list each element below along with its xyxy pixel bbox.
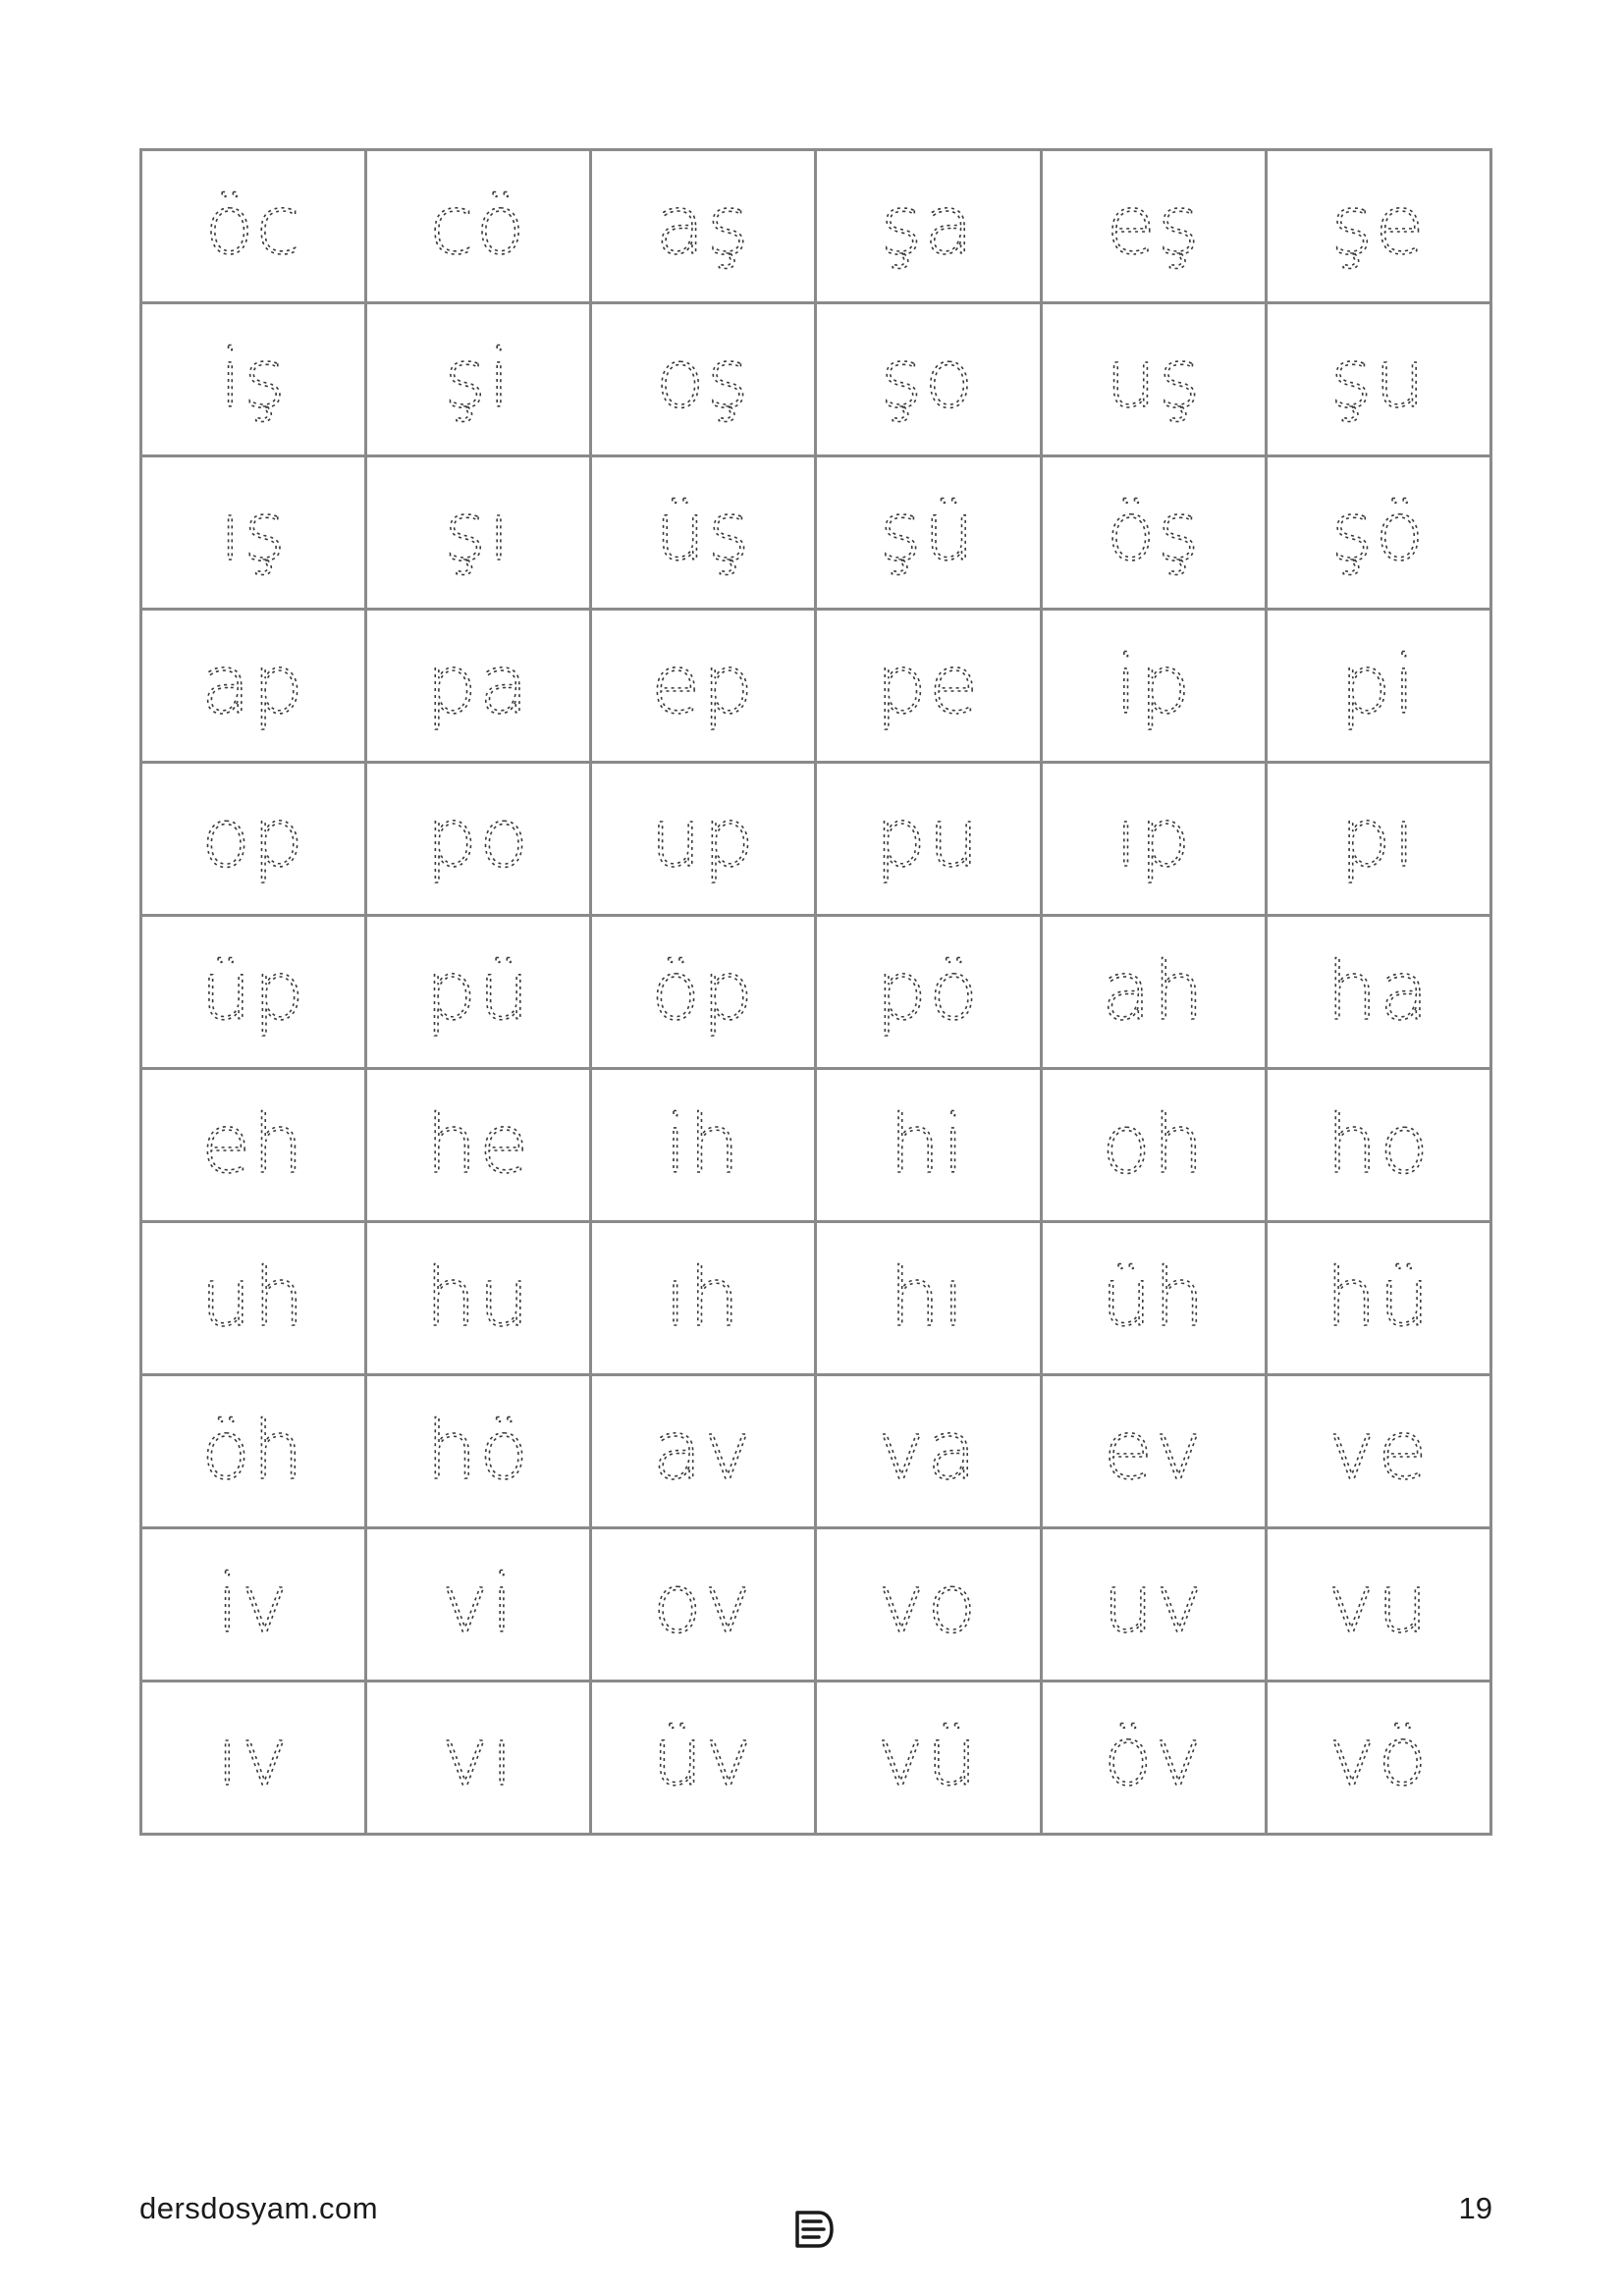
syllable-text: iş: [219, 333, 288, 426]
syllable-text: iv: [216, 1558, 291, 1651]
syllable-text: vö: [1327, 1711, 1430, 1804]
syllable-text: vü: [877, 1711, 980, 1804]
syllable-tracing-glyph: [817, 304, 1039, 454]
syllable-text: şi: [444, 333, 513, 426]
syllable-text: ıh: [665, 1252, 742, 1345]
syllable-text: üh: [1100, 1252, 1207, 1345]
syllable-text: ah: [1101, 945, 1206, 1039]
syllable-tracing-grid: [139, 148, 1492, 1836]
syllable-text: öş: [1106, 486, 1202, 579]
syllable-cell: [1041, 763, 1266, 916]
syllable-text: eş: [1106, 180, 1202, 273]
syllable-tracing-glyph: [142, 1376, 364, 1526]
syllable-text: öc: [204, 180, 302, 273]
syllable-tracing-glyph: [1043, 1223, 1265, 1373]
syllable-text: şö: [1330, 486, 1427, 579]
syllable-text: up: [650, 792, 757, 885]
page-number: 19: [1458, 2191, 1492, 2225]
syllable-cell: [1041, 456, 1266, 610]
syllable-cell: [141, 150, 366, 303]
syllable-tracing-glyph: [1043, 151, 1265, 301]
syllable-cell: [366, 610, 591, 763]
syllable-cell: [1266, 150, 1490, 303]
syllable-text: pı: [1339, 792, 1418, 885]
syllable-cell: [141, 763, 366, 916]
syllable-tracing-glyph: [1268, 1376, 1489, 1526]
syllable-cell: [1266, 1528, 1490, 1682]
syllable-tracing-glyph: [367, 1529, 589, 1680]
grid-row: [141, 1375, 1491, 1528]
syllable-tracing-glyph: [1043, 764, 1265, 914]
syllable-cell: [1041, 303, 1266, 456]
syllable-text: vi: [441, 1558, 515, 1651]
syllable-tracing-glyph: [592, 457, 814, 608]
grid-row: [141, 303, 1491, 456]
syllable-text: pe: [876, 639, 981, 732]
syllable-text: he: [426, 1098, 531, 1192]
syllable-tracing-glyph: [1043, 917, 1265, 1067]
syllable-tracing-glyph: [817, 1070, 1039, 1220]
syllable-text: eh: [200, 1098, 306, 1192]
syllable-cell: [366, 1069, 591, 1222]
syllable-tracing-glyph: [142, 917, 364, 1067]
syllable-cell: [1266, 763, 1490, 916]
syllable-text: va: [878, 1405, 979, 1498]
syllable-tracing-glyph: [592, 1376, 814, 1526]
syllable-text: öp: [651, 945, 756, 1039]
grid-row: [141, 1528, 1491, 1682]
syllable-text: po: [426, 792, 531, 885]
syllable-text: ev: [1103, 1405, 1205, 1498]
syllable-tracing-glyph: [367, 764, 589, 914]
syllable-cell: [1041, 150, 1266, 303]
syllable-text: üş: [655, 486, 752, 579]
syllable-tracing-glyph: [367, 304, 589, 454]
syllable-tracing-glyph: [367, 1070, 589, 1220]
syllable-cell: [1266, 303, 1490, 456]
syllable-tracing-glyph: [1268, 1223, 1489, 1373]
syllable-cell: [591, 916, 816, 1069]
syllable-tracing-glyph: [1268, 304, 1489, 454]
syllable-tracing-glyph: [817, 1529, 1039, 1680]
syllable-tracing-glyph: [817, 1223, 1039, 1373]
syllable-text: uş: [1105, 333, 1203, 426]
syllable-cell: [1041, 1682, 1266, 1835]
syllable-cell: [591, 456, 816, 610]
syllable-tracing-glyph: [367, 611, 589, 761]
syllable-tracing-glyph: [817, 611, 1039, 761]
syllable-cell: [366, 1222, 591, 1375]
syllable-cell: [1266, 1375, 1490, 1528]
syllable-text: av: [653, 1405, 754, 1498]
syllable-cell: [591, 1222, 816, 1375]
syllable-tracing-glyph: [1043, 1682, 1265, 1833]
syllable-tracing-glyph: [817, 764, 1039, 914]
syllable-cell: [816, 610, 1041, 763]
syllable-cell: [816, 1528, 1041, 1682]
syllable-text: op: [200, 792, 306, 885]
syllable-tracing-glyph: [1268, 764, 1489, 914]
syllable-cell: [1266, 916, 1490, 1069]
syllable-tracing-glyph: [817, 1682, 1039, 1833]
syllable-cell: [591, 150, 816, 303]
syllable-tracing-glyph: [1268, 1682, 1489, 1833]
syllable-cell: [141, 1222, 366, 1375]
grid-row: [141, 1682, 1491, 1835]
syllable-tracing-glyph: [142, 764, 364, 914]
syllable-text: hö: [426, 1405, 531, 1498]
syllable-text: ıv: [216, 1711, 291, 1804]
syllable-text: şa: [881, 180, 977, 273]
syllable-tracing-glyph: [1043, 1376, 1265, 1526]
syllable-tracing-glyph: [592, 1223, 814, 1373]
syllable-cell: [141, 916, 366, 1069]
syllable-text: hü: [1325, 1252, 1432, 1345]
syllable-cell: [141, 456, 366, 610]
syllable-tracing-glyph: [817, 457, 1039, 608]
syllable-cell: [591, 303, 816, 456]
syllable-cell: [366, 456, 591, 610]
syllable-cell: [816, 456, 1041, 610]
syllable-text: ho: [1326, 1098, 1431, 1192]
syllable-text: üp: [200, 945, 307, 1039]
grid-row: [141, 1069, 1491, 1222]
grid-row: [141, 610, 1491, 763]
grid-row: [141, 150, 1491, 303]
syllable-text: uv: [1102, 1558, 1205, 1651]
grid-body: [141, 150, 1491, 1835]
syllable-cell: [141, 1375, 366, 1528]
syllable-cell: [816, 1222, 1041, 1375]
syllable-text: uh: [200, 1252, 307, 1345]
syllable-tracing-glyph: [1268, 1529, 1489, 1680]
syllable-cell: [816, 303, 1041, 456]
syllable-text: hu: [425, 1252, 532, 1345]
syllable-text: şe: [1330, 180, 1427, 273]
syllable-cell: [141, 610, 366, 763]
syllable-text: şı: [444, 486, 513, 579]
syllable-tracing-glyph: [817, 917, 1039, 1067]
syllable-cell: [591, 610, 816, 763]
syllable-tracing-glyph: [592, 151, 814, 301]
syllable-text: ıp: [1114, 792, 1193, 885]
syllable-text: hi: [890, 1098, 967, 1192]
syllable-tracing-glyph: [142, 1223, 364, 1373]
syllable-text: ve: [1327, 1405, 1430, 1498]
syllable-tracing-glyph: [142, 1682, 364, 1833]
syllable-cell: [366, 1528, 591, 1682]
syllable-cell: [1041, 1222, 1266, 1375]
syllable-text: hı: [890, 1252, 967, 1345]
syllable-text: ha: [1326, 945, 1432, 1039]
syllable-cell: [366, 1375, 591, 1528]
syllable-cell: [1041, 610, 1266, 763]
syllable-tracing-glyph: [1043, 457, 1265, 608]
syllable-cell: [1041, 916, 1266, 1069]
syllable-tracing-glyph: [592, 304, 814, 454]
syllable-tracing-glyph: [367, 1376, 589, 1526]
syllable-tracing-glyph: [142, 1070, 364, 1220]
syllable-tracing-glyph: [817, 151, 1039, 301]
syllable-tracing-glyph: [142, 304, 364, 454]
syllable-cell: [1041, 1069, 1266, 1222]
syllable-text: pu: [875, 792, 982, 885]
syllable-text: üv: [652, 1711, 755, 1804]
syllable-cell: [591, 1682, 816, 1835]
syllable-cell: [1041, 1375, 1266, 1528]
syllable-tracing-glyph: [367, 917, 589, 1067]
syllable-text: vo: [878, 1558, 979, 1651]
syllable-text: şu: [1329, 333, 1428, 426]
syllable-cell: [816, 763, 1041, 916]
syllable-text: şü: [880, 486, 977, 579]
syllable-text: oh: [1101, 1098, 1206, 1192]
syllable-text: öh: [201, 1405, 306, 1498]
syllable-tracing-glyph: [1268, 917, 1489, 1067]
syllable-cell: [366, 150, 591, 303]
syllable-text: cö: [429, 180, 527, 273]
syllable-tracing-glyph: [1268, 1070, 1489, 1220]
syllable-tracing-glyph: [592, 1529, 814, 1680]
syllable-text: öv: [1103, 1711, 1205, 1804]
syllable-cell: [366, 1682, 591, 1835]
syllable-tracing-glyph: [1268, 151, 1489, 301]
syllable-cell: [1266, 610, 1490, 763]
syllable-text: pa: [426, 639, 531, 732]
syllable-text: şo: [881, 333, 976, 426]
syllable-tracing-glyph: [142, 611, 364, 761]
syllable-cell: [366, 916, 591, 1069]
syllable-tracing-glyph: [592, 611, 814, 761]
syllable-cell: [816, 1682, 1041, 1835]
syllable-tracing-glyph: [592, 764, 814, 914]
syllable-tracing-glyph: [367, 1682, 589, 1833]
syllable-cell: [816, 150, 1041, 303]
syllable-tracing-glyph: [142, 457, 364, 608]
syllable-tracing-glyph: [817, 1376, 1039, 1526]
syllable-cell: [141, 1528, 366, 1682]
syllable-tracing-glyph: [1268, 457, 1489, 608]
syllable-cell: [591, 1375, 816, 1528]
grid-row: [141, 1222, 1491, 1375]
footer-site-url: dersdosyam.com: [139, 2191, 379, 2225]
syllable-text: oş: [655, 333, 751, 426]
syllable-cell: [816, 916, 1041, 1069]
syllable-cell: [591, 1528, 816, 1682]
syllable-text: ep: [651, 639, 756, 732]
syllable-cell: [141, 303, 366, 456]
syllable-text: pö: [876, 945, 981, 1039]
syllable-tracing-glyph: [592, 1682, 814, 1833]
syllable-tracing-glyph: [592, 917, 814, 1067]
document-lines-icon: [791, 2209, 835, 2250]
grid-row: [141, 763, 1491, 916]
syllable-tracing-glyph: [367, 457, 589, 608]
syllable-tracing-glyph: [1043, 1070, 1265, 1220]
syllable-tracing-glyph: [142, 1529, 364, 1680]
syllable-cell: [141, 1069, 366, 1222]
syllable-tracing-glyph: [1043, 611, 1265, 761]
syllable-tracing-glyph: [1043, 304, 1265, 454]
syllable-cell: [366, 303, 591, 456]
syllable-cell: [1266, 1682, 1490, 1835]
syllable-cell: [1266, 1222, 1490, 1375]
grid-row: [141, 916, 1491, 1069]
syllable-tracing-glyph: [1268, 611, 1489, 761]
syllable-text: pi: [1339, 639, 1418, 732]
syllable-tracing-glyph: [367, 1223, 589, 1373]
syllable-text: ov: [653, 1558, 754, 1651]
syllable-cell: [1266, 1069, 1490, 1222]
syllable-tracing-glyph: [1043, 1529, 1265, 1680]
syllable-text: ış: [219, 486, 288, 579]
syllable-text: vı: [441, 1711, 515, 1804]
syllable-cell: [816, 1375, 1041, 1528]
syllable-cell: [591, 763, 816, 916]
syllable-text: ih: [665, 1098, 742, 1192]
syllable-cell: [366, 763, 591, 916]
syllable-cell: [816, 1069, 1041, 1222]
syllable-cell: [141, 1682, 366, 1835]
syllable-text: aş: [655, 180, 751, 273]
syllable-text: vu: [1326, 1558, 1431, 1651]
syllable-tracing-glyph: [142, 151, 364, 301]
syllable-text: ip: [1114, 639, 1193, 732]
syllable-cell: [1041, 1528, 1266, 1682]
syllable-tracing-glyph: [367, 151, 589, 301]
syllable-text: pü: [425, 945, 532, 1039]
syllable-text: ap: [200, 639, 306, 732]
syllable-tracing-glyph: [592, 1070, 814, 1220]
syllable-cell: [1266, 456, 1490, 610]
grid-row: [141, 456, 1491, 610]
syllable-cell: [591, 1069, 816, 1222]
